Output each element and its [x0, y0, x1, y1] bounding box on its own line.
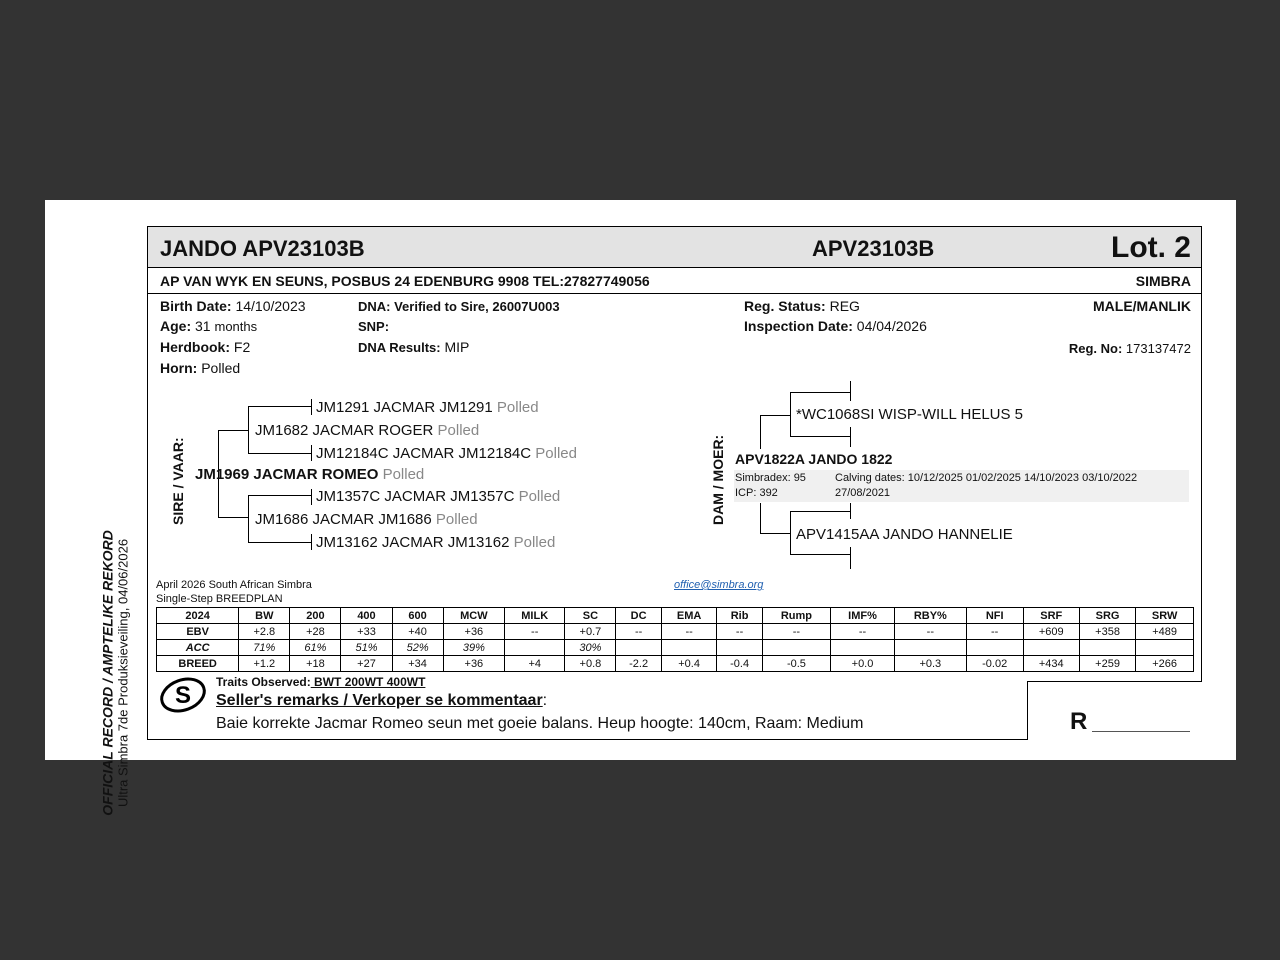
ebv-col-header: 200 — [290, 608, 341, 624]
sale-subtitle: Ultra Simbra 7de Produksieveiling, 04/06/2026 — [115, 538, 131, 808]
ebv-cell — [505, 640, 565, 656]
ebv-cell: 51% — [341, 640, 392, 656]
ebv-cell: -2.2 — [616, 656, 661, 672]
ebv-cell: +36 — [443, 624, 504, 640]
ebv-cell — [966, 640, 1023, 656]
ebv-cell: +609 — [1023, 624, 1079, 640]
tree-line — [248, 495, 249, 543]
animal-card — [147, 226, 1202, 740]
ebv-cell: +0.4 — [661, 656, 717, 672]
ebv-cell: 71% — [239, 640, 290, 656]
pedigree-sss: JM1291 JACMAR JM1291 Polled — [316, 399, 539, 416]
tree-line — [248, 406, 311, 407]
pedigree-ssd: JM12184C JACMAR JM12184C Polled — [316, 445, 577, 462]
horn: Horn: Polled — [160, 360, 241, 376]
reg-status: Reg. Status: REG — [744, 298, 860, 314]
ebv-cell: -0.02 — [966, 656, 1023, 672]
remarks-heading: Seller's remarks / Verkoper se kommentaar: — [216, 692, 548, 709]
ebv-col-header: RBY% — [894, 608, 966, 624]
age: Age: 31 months — [160, 318, 258, 334]
ebv-cell — [762, 640, 830, 656]
signature-line[interactable] — [1092, 731, 1190, 732]
ebv-row-label: EBV — [157, 624, 239, 640]
birth-date: Birth Date: 14/10/2023 — [160, 298, 306, 314]
tree-line — [790, 392, 850, 393]
calving-dates-2: 27/08/2021 — [835, 487, 891, 499]
ebv-row — [157, 640, 1194, 656]
pedigree-sd: JM1686 JACMAR JM1686 Polled — [255, 511, 478, 528]
pedigree-sire: JM1969 JACMAR ROMEO Polled — [195, 466, 425, 483]
ebv-col-header: BW — [239, 608, 290, 624]
reg-no: Reg. No: 173137472 — [1068, 341, 1191, 356]
traits-observed: Traits Observed: BWT 200WT 400WT — [216, 675, 426, 689]
tree-line — [760, 503, 761, 534]
ebv-row-label: ACC — [157, 640, 239, 656]
animal-name: JANDO APV23103B — [160, 236, 365, 261]
email-link[interactable]: office@simbra.org — [674, 579, 764, 591]
ebv-cell: -- — [717, 624, 762, 640]
tree-line — [218, 430, 248, 431]
ebv-col-header: IMF% — [831, 608, 895, 624]
ebv-col-header: DC — [616, 608, 661, 624]
calving-dates: Calving dates: 10/12/2025 01/02/2025 14/10/2023 03/10/2022 — [835, 472, 1138, 484]
tree-line — [311, 399, 312, 415]
ebv-cell: +33 — [341, 624, 392, 640]
ebv-cell — [831, 640, 895, 656]
ebv-cell: +2.8 — [239, 624, 290, 640]
logo-letter: S — [174, 682, 192, 709]
tree-line — [790, 436, 850, 437]
dna-results: DNA Results: MIP — [358, 339, 470, 355]
tree-line — [311, 445, 312, 461]
tree-line — [850, 427, 851, 447]
pedigree-dam: APV1822A JANDO 1822 — [735, 451, 893, 467]
tree-line — [218, 517, 248, 518]
tree-line — [790, 554, 850, 555]
ebv-col-header: 600 — [392, 608, 443, 624]
ebv-cell: +0.0 — [831, 656, 895, 672]
pedigree-sds: JM1357C JACMAR JM1357C Polled — [316, 488, 561, 505]
owner-text: AP VAN WYK EN SEUNS, POSBUS 24 EDENBURG 9908 TEL:27827749056 — [160, 273, 650, 289]
ebv-cell: -- — [894, 624, 966, 640]
ebv-cell: +27 — [341, 656, 392, 672]
ebv-cell — [717, 640, 762, 656]
ebv-row-label: BREED — [157, 656, 239, 672]
tree-line — [248, 495, 311, 496]
ebv-cell: -- — [762, 624, 830, 640]
tree-line — [790, 511, 791, 555]
simbradex: Simbradex: 95 — [735, 472, 806, 484]
ebv-col-header: MCW — [443, 608, 504, 624]
ebv-header-row — [157, 608, 1194, 624]
tree-line — [311, 489, 312, 505]
vertical-caption — [99, 483, 131, 863]
ebv-col-header: 2024 — [157, 608, 239, 624]
ebv-cell: +18 — [290, 656, 341, 672]
ebv-col-header: EMA — [661, 608, 717, 624]
ebv-table — [156, 607, 1194, 672]
tree-line — [248, 406, 249, 454]
ebv-col-header: 400 — [341, 608, 392, 624]
signature-letter: R — [1070, 708, 1088, 735]
ebv-cell: 30% — [565, 640, 616, 656]
ebv-cell: +434 — [1023, 656, 1079, 672]
pedigree-dd: APV1415AA JANDO HANNELIE — [796, 526, 1013, 543]
tree-line — [311, 534, 312, 550]
ebv-source-line2: Single-Step BREEDPLAN — [156, 593, 283, 605]
tree-line — [790, 392, 791, 437]
ebv-cell — [1079, 640, 1135, 656]
pedigree-ss: JM1682 JACMAR ROGER Polled — [255, 422, 480, 439]
ebv-cell: +28 — [290, 624, 341, 640]
icp: ICP: 392 — [735, 487, 778, 499]
tree-line — [850, 503, 851, 519]
ebv-cell — [1136, 640, 1194, 656]
ebv-col-header: SRF — [1023, 608, 1079, 624]
remarks-text: Baie korrekte Jacmar Romeo seun met goeie balans. Heup hoogte: 140cm, Raam: Medium — [216, 715, 864, 732]
ebv-cell: +34 — [392, 656, 443, 672]
ebv-col-header: Rump — [762, 608, 830, 624]
ebv-col-header: SC — [565, 608, 616, 624]
tree-line — [850, 381, 851, 401]
ebv-cell: +4 — [505, 656, 565, 672]
ebv-source-line1: April 2026 South African Simbra — [156, 579, 312, 591]
inspection-date: Inspection Date: 04/04/2026 — [744, 318, 927, 334]
ebv-cell: -0.4 — [717, 656, 762, 672]
ebv-cell — [894, 640, 966, 656]
herdbook: Herdbook: F2 — [160, 339, 251, 355]
ebv-cell: -- — [831, 624, 895, 640]
pedigree-ds: *WC1068SI WISP-WILL HELUS 5 — [796, 406, 1024, 423]
ebv-cell: +358 — [1079, 624, 1135, 640]
ebv-cell: +0.3 — [894, 656, 966, 672]
tree-line — [850, 547, 851, 569]
dam-label: DAM / MOER: — [710, 434, 726, 525]
simbra-logo — [158, 675, 208, 715]
tree-line — [760, 533, 790, 534]
ebv-cell: +489 — [1136, 624, 1194, 640]
animal-reg: APV23103B — [812, 236, 935, 261]
ebv-cell: -- — [661, 624, 717, 640]
ebv-cell: +36 — [443, 656, 504, 672]
tree-line — [248, 542, 311, 543]
ebv-cell — [661, 640, 717, 656]
tree-line — [790, 511, 850, 512]
ebv-cell — [1023, 640, 1079, 656]
card-header — [148, 227, 1201, 268]
sire-label: SIRE / VAAR: — [170, 437, 186, 525]
ebv-cell: -- — [616, 624, 661, 640]
ebv-col-header: SRG — [1079, 608, 1135, 624]
lot-number: Lot. 2 — [1111, 231, 1191, 264]
ebv-cell: -- — [505, 624, 565, 640]
dna-verified: DNA: Verified to Sire, 26007U003 — [358, 299, 560, 314]
ebv-cell: +259 — [1079, 656, 1135, 672]
ebv-row — [157, 624, 1194, 640]
tree-line — [760, 415, 761, 449]
tree-line — [760, 415, 790, 416]
sex: MALE/MANLIK — [1093, 298, 1191, 314]
ebv-cell: 61% — [290, 640, 341, 656]
official-record-title: OFFICIAL RECORD / AMPTELIKE REKORD — [99, 530, 116, 816]
ebv-cell — [616, 640, 661, 656]
ebv-cell: +1.2 — [239, 656, 290, 672]
ebv-cell: +266 — [1136, 656, 1194, 672]
ebv-row — [157, 656, 1194, 672]
snp: SNP: — [358, 319, 390, 334]
tree-line — [248, 453, 311, 454]
owner-row — [148, 268, 1201, 294]
breed-text: SIMBRA — [1135, 273, 1191, 289]
ebv-cell: -0.5 — [762, 656, 830, 672]
ebv-cell: +40 — [392, 624, 443, 640]
ebv-col-header: SRW — [1136, 608, 1194, 624]
ebv-cell: -- — [966, 624, 1023, 640]
ebv-cell: +0.8 — [565, 656, 616, 672]
ebv-cell: 39% — [443, 640, 504, 656]
record-sheet — [45, 200, 1236, 816]
ebv-cell: 52% — [392, 640, 443, 656]
ebv-col-header: NFI — [966, 608, 1023, 624]
ebv-col-header: Rib — [717, 608, 762, 624]
pedigree-sdd: JM13162 JACMAR JM13162 Polled — [316, 534, 556, 551]
ebv-col-header: MILK — [505, 608, 565, 624]
ebv-cell: +0.7 — [565, 624, 616, 640]
